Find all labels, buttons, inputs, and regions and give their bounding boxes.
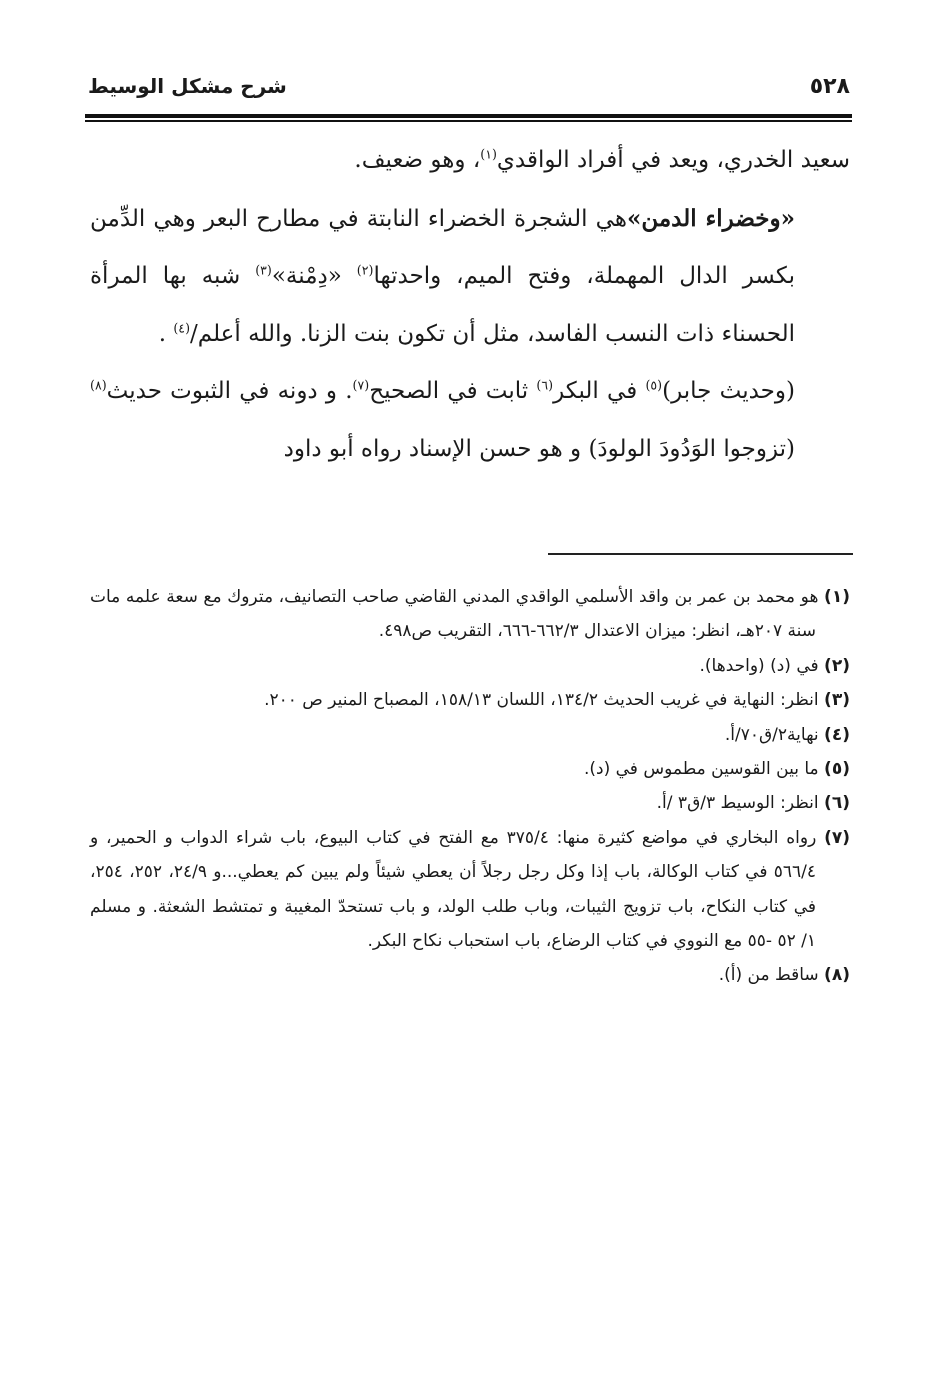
footnote-number: (١)	[824, 587, 850, 607]
page-number: ٥٢٨	[809, 74, 850, 99]
footnote-ref: (٦)	[536, 377, 554, 393]
footnote	[90, 821, 850, 959]
term-bold: «وخضراء الدمن»	[626, 204, 795, 232]
header-rule-thick	[85, 114, 852, 118]
footnote-text: ما بين القوسين مطموس في (د).	[583, 759, 819, 780]
text-run: .	[158, 320, 174, 347]
footnote-ref: (٨)	[90, 377, 107, 393]
footnote-ref: (٤)	[173, 319, 191, 335]
footnote	[90, 649, 850, 683]
footnotes	[90, 580, 850, 993]
text-run: . و دونه في الثبوت حديث	[106, 378, 353, 404]
footnote-number: (٤)	[824, 724, 850, 745]
text-run: ثابت في الصحيح	[369, 378, 537, 404]
page-header	[88, 70, 850, 110]
footnote	[90, 958, 850, 992]
text-run: (وحديث جابر)	[662, 378, 795, 404]
footnote-text: ساقط من (أ).	[718, 965, 819, 986]
text-run: في البكر	[553, 378, 646, 404]
book-title: شرح مشكل الوسيط	[88, 74, 287, 98]
footnote-number: (٣)	[824, 690, 850, 711]
footnote	[90, 752, 850, 786]
text-run: سعيد الخدري، ويعد في أفراد الواقدي	[496, 147, 850, 173]
text-run: (تزوجوا الوَدُودَ الولودَ) و هو حسن الإسناد رواه أبو داود	[283, 435, 795, 462]
footnote-text: هو محمد بن عمر بن واقد الأسلمي الواقدي المدني القاضي صاحب التصانيف، متروك مع سعة علمه مات سنة ٢٠٧هـ، انظر: ميزان الاعتدال ٦٦٢/٣-٦٦٦، التقريب ص٤٩٨.	[90, 587, 819, 642]
text-run: «دِمْنة»	[271, 263, 357, 289]
paragraph	[90, 132, 850, 190]
footnote-ref: (١)	[480, 146, 497, 162]
footnote-ref: (٥)	[645, 377, 663, 393]
footnote	[90, 580, 850, 649]
paragraph	[90, 363, 850, 478]
text-run: ، وهو ضعيف.	[354, 147, 481, 173]
footnote-ref: (٧)	[352, 377, 370, 393]
footnote-ref: (٣)	[255, 262, 272, 278]
paragraph	[90, 190, 850, 364]
footnote-number: (٦)	[824, 793, 850, 814]
footnote-text: في (د) (واحدها).	[699, 655, 819, 676]
footnote-text: انظر: الوسيط ٣/ق٣ /أ.	[656, 793, 819, 814]
footnote-text: رواه البخاري في مواضع كثيرة منها: ٣٧٥/٤ مع الفتح في كتاب البيوع، باب شراء الدواب و الحمير، و ٥٦٦/٤ في كتاب الوكالة، باب إذا وكل رجل رجلاً أن يعطي شيئاً ولم يبين كم يعطي...و ٢٤/٩، ٢٥٢، ٢٥٤، في كتاب النكاح، باب تزويج الثيبات، وباب طلب الولد، و باب تستحدّ المغيبة و تمتشط الشعثة. و مسلم ١/ ٥٢ -٥٥ مع النووي في كتاب الرضاع، باب استحباب نكاح البكر.	[90, 827, 817, 952]
footnote	[90, 718, 850, 752]
text-run: هي الشجرة الخضراء النابتة في مطارح البعر وهي الدِّمن بكسر الدال المهملة، وفتح الميم، واحدتها	[90, 205, 796, 289]
footnote-separator	[548, 553, 853, 555]
footnote-text: انظر: النهاية في غريب الحديث ١٣٤/٢، اللسان ١٥٨/١٣، المصباح المنير ص ٢٠٠.	[264, 690, 819, 711]
main-text	[90, 132, 850, 478]
footnote-ref: (٢)	[356, 262, 374, 278]
footnote-number: (٧)	[824, 827, 851, 848]
footnote-number: (٢)	[824, 655, 850, 676]
header-rule-thin	[85, 120, 852, 122]
footnote-text: نهاية٢/ق٧٠/أ.	[724, 724, 819, 745]
footnote-number: (٨)	[824, 965, 850, 986]
footnote	[90, 786, 850, 820]
footnote	[90, 683, 850, 717]
footnote-number: (٥)	[824, 759, 850, 780]
text-run: شبه بها المرأة الحسناء ذات النسب الفاسد، مثل أن تكون بنت الزنا. والله أعلم/	[90, 263, 795, 347]
